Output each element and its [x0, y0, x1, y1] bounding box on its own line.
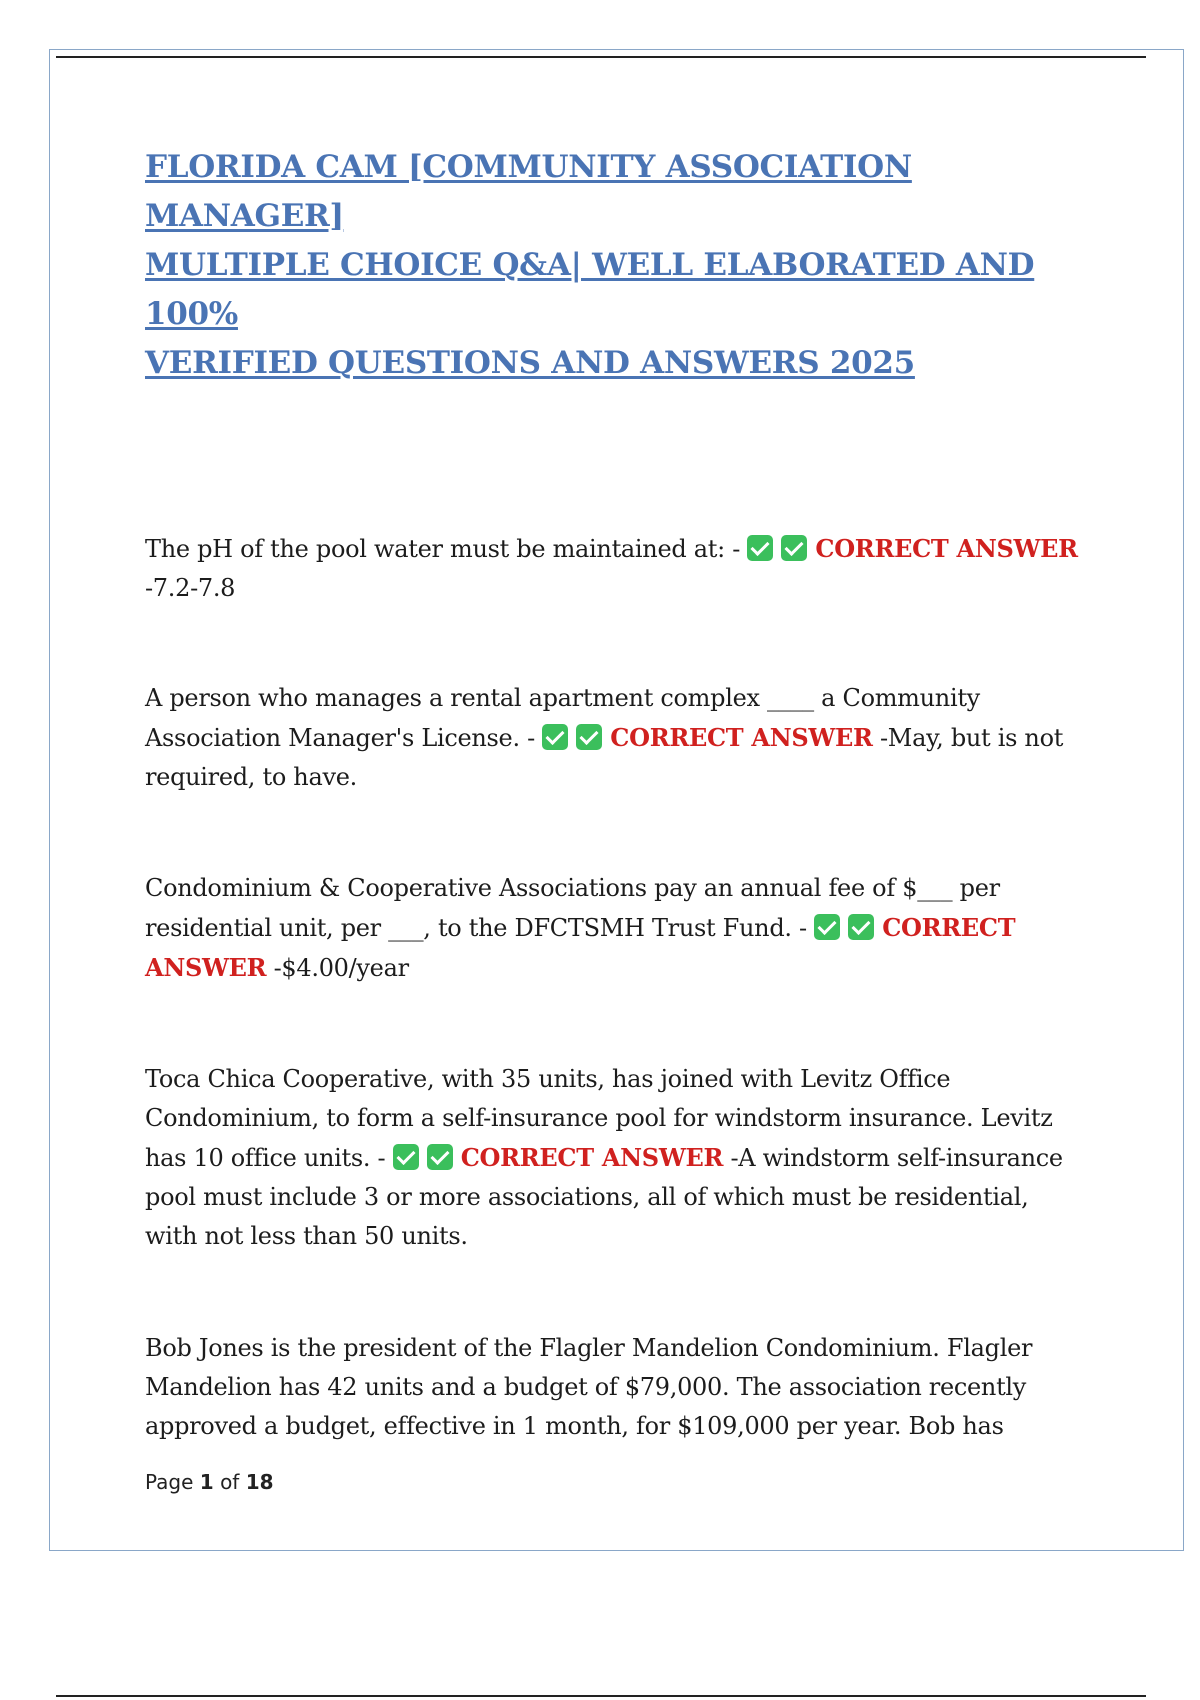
answer-text: required, to have.: [145, 763, 357, 791]
title-line-1: FLORIDA CAM [COMMUNITY ASSOCIATION MANAGER]: [145, 149, 912, 234]
question-text: Condominium & Cooperative Associations pay an annual fee of $___ per: [145, 874, 1000, 902]
question-text: has 10 office units. -: [145, 1144, 386, 1172]
check-mark-icon: [393, 1144, 419, 1170]
answer-text: -7.2-7.8: [145, 574, 236, 602]
question-text: Mandelion has 42 units and a budget of $79,000. The association recently: [145, 1373, 1027, 1401]
current-page: 1: [199, 1470, 214, 1494]
question-text: Bob Jones is the president of the Flagler Mandelion Condominium. Flagler: [145, 1334, 1033, 1362]
question-text: Condominium, to form a self-insurance pool for windstorm insurance. Levitz: [145, 1104, 1053, 1132]
page-number: [145, 1470, 274, 1494]
document-title[interactable]: [145, 143, 1095, 388]
total-pages: 18: [245, 1470, 274, 1494]
qa-item-1: [145, 529, 1078, 608]
question-text: Association Manager's License. -: [145, 724, 535, 752]
next-page-header-rule: [56, 1695, 1146, 1697]
title-line-3: VERIFIED QUESTIONS AND ANSWERS 2025: [145, 345, 915, 381]
answer-text: pool must include 3 or more associations, all of which must be residential,: [145, 1183, 1029, 1211]
check-mark-icon: [427, 1144, 453, 1170]
qa-line: [145, 948, 1075, 988]
correct-answer-label: CORRECT: [882, 913, 1016, 942]
answer-text: -$4.00/year: [266, 954, 409, 982]
qa-line: [145, 908, 1075, 948]
title-line-2: MULTIPLE CHOICE Q&A| WELL ELABORATED AND 100%: [145, 247, 1035, 332]
check-mark-icon: [542, 724, 568, 750]
correct-answer-label: CORRECT ANSWER: [460, 1143, 724, 1172]
question-text: The pH of the pool water must be maintained at: -: [145, 535, 741, 563]
check-mark-icon: [781, 535, 807, 561]
check-mark-icon: [576, 724, 602, 750]
question-text: Toca Chica Cooperative, with 35 units, has joined with Levitz Office: [145, 1065, 951, 1093]
correct-answer-label: CORRECT ANSWER: [815, 534, 1078, 563]
check-mark-icon: [747, 535, 773, 561]
answer-text: with not less than 50 units.: [145, 1222, 468, 1250]
answer-text: -May, but is not: [872, 724, 1064, 752]
check-mark-icon: [814, 914, 840, 940]
correct-answer-label: CORRECT ANSWER: [610, 723, 873, 752]
qa-item-5: [145, 1329, 1075, 1446]
qa-item-4: [145, 1060, 1075, 1256]
question-text: approved a budget, effective in 1 month, for $109,000 per year. Bob has: [145, 1412, 1004, 1440]
question-text: A person who manages a rental apartment complex ____ a Community: [145, 684, 980, 712]
question-text: residential unit, per ___, to the DFCTSMH Trust Fund. -: [145, 914, 807, 942]
header-rule: [56, 56, 1146, 58]
qa-line: [145, 1138, 1075, 1178]
check-mark-icon: [848, 914, 874, 940]
correct-answer-label: ANSWER: [145, 953, 267, 982]
answer-text: -A windstorm self-insurance: [723, 1144, 1063, 1172]
qa-item-3: [145, 869, 1075, 988]
page-label: Page: [145, 1470, 194, 1494]
qa-line: [145, 529, 1078, 569]
qa-item-2: [145, 679, 1075, 797]
of-label: of: [220, 1470, 240, 1494]
qa-line: [145, 718, 1075, 758]
